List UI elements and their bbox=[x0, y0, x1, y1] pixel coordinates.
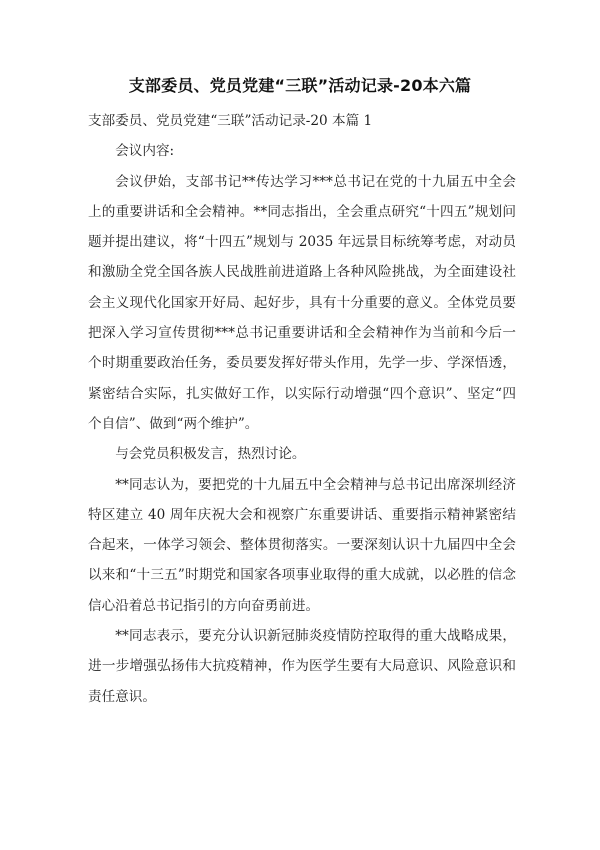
paragraph-comrade-statement: **同志表示，要充分认识新冠肺炎疫情防控取得的重大战略成果，进一步增强弘扬伟大抗疫精神，作为医学生要有大局意识、风险意识和责任意识。 bbox=[88, 628, 516, 705]
document-subtitle: 支部委员、党员党建“三联”活动记录-20 本篇 1 bbox=[88, 113, 373, 129]
document-title: 支部委员、党员党建“三联”活动记录-20本六篇 bbox=[128, 76, 472, 95]
document-body bbox=[88, 106, 516, 712]
paragraph-opening: 会议伊始，支部书记**传达学习***总书记在党的十九届五中全会上的重要讲话和全会精神。**同志指出，全会重点研究“十四五”规划问题并提出建议，将“十四五”规划与 2035 年远景目标统筹考虑，对动员和激励全党全国各族人民战胜前进道路上各种风险挑战，为全面建设社会主义现代化国家开好局、起好步，具有十分重要的意义。全体党员要把深入学习宣传贯彻***总书记重要讲话和全会精神作为当前和今后一个时期重要政治任务，委员要发挥好带头作用，先学一步、学深悟透，紧密结合实际，扎实做好工作，以实际行动增强“四个意识”、坚定“四个自信”、做到“两个维护”。 bbox=[88, 173, 516, 432]
section-label: 会议内容: bbox=[115, 143, 175, 160]
paragraph-discussion: 与会党员积极发言，热烈讨论。 bbox=[115, 446, 306, 463]
paragraph-comrade-view: **同志认为，要把党的十九届五中全会精神与总书记出席深圳经济特区建立 40 周年庆祝大会和视察广东重要讲话、重要指示精神紧密结合起来，一体学习领会、整体贯彻落实。一要深刻认识十九届四中全会以来和“十三五”时期党和国家各项事业取得的重大成就，以必胜的信念信心沿着总书记指引的方向奋勇前进。 bbox=[88, 476, 516, 614]
